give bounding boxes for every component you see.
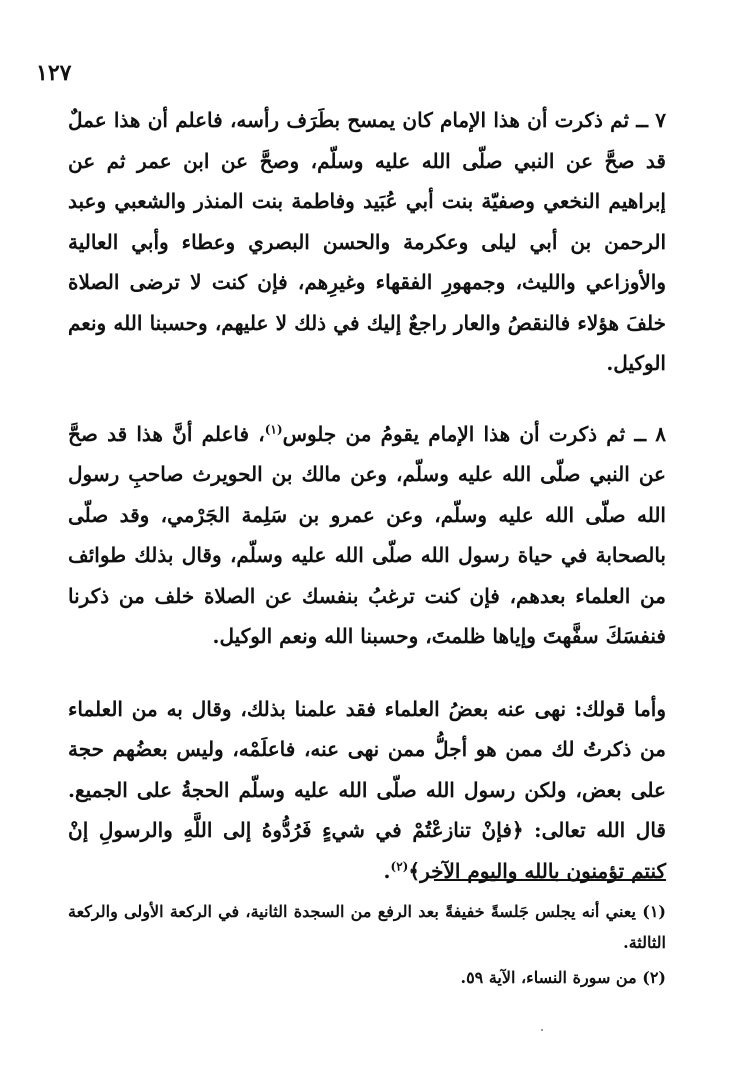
paragraph-text-start: ــ ثم ذكرت أن هذا الإمام يقومُ من جلوس	[282, 421, 647, 446]
footnotes	[68, 896, 666, 993]
paragraph-number: ٨	[655, 421, 667, 446]
page-number: ١٢٧	[36, 60, 72, 86]
paragraph-number: ٧	[655, 108, 666, 132]
paragraph-7	[68, 100, 666, 384]
footnote-1	[68, 896, 666, 958]
footnote-divider	[434, 879, 666, 881]
footnote-text: يعني أنه يجلس جَلسةً خفيفةً بعد الرفع من السجدة الثانية، في الركعة الأولى والركعة الثالثة.	[68, 902, 666, 952]
footnote-2	[68, 962, 666, 993]
main-text	[68, 100, 666, 891]
paragraph-text-end: ، فاعلم أنَّ هذا قد صحَّ عن النبي صلّى الله عليه وسلّم، وعن مالك بن الحويرث صاحبِ رسول الله صلّى الله عليه وسلّم، وعن عمرو بن سَلِمة الجَرْمي، وقد صلّى بالصحابة في حياة رسول الله صلّى الله عليه وسلّم، وقال بذلك طوائف من العلماء بعدهم، فإن كنت ترغبُ بنفسك عن الصلاة خلف من ذكرنا فنفسَكَ سفَّهتَ وإياها ظلمتَ، وحسبنا الله ونعم الوكيل.	[68, 421, 666, 648]
scan-speck	[541, 1029, 543, 1031]
paragraph-text: ــ ثم ذكرت أن هذا الإمام كان يمسح بطَرَف رأسه، فاعلم أن هذا عملٌ قد صحَّ عن النبي صلّى الله عليه وسلّم، وصحَّ عن ابن عمر ثم عن إبراهيم النخعي وصفيّة بنت أبي عُبَيد وفاطمة بنت المنذر والشعبي وعبد الرحمن بن أبي ليلى وعكرمة والحسن البصري وعطاء وأبي العالية والأوزاعي والليث، وجمهورِ الفقهاء وغيرِهم، فإن كنت لا ترضى الصلاة خلفَ هؤلاء فالنقصُ والعار راجعٌ إليك في ذلك لا عليهم، وحسبنا الله ونعم الوكيل.	[68, 108, 666, 375]
footnote-marker: (١)	[642, 902, 666, 921]
footnote-reference-2: (٢)	[390, 858, 409, 873]
paragraph-reply	[68, 689, 666, 892]
paragraph-text-start: وأما قولك: نهى عنه بعضُ العلماء فقد علمنا بذلك، وقال به من العلماء من ذكرتُ لك ممن هو أجلُّ ممن نهى عنه، فاعلَمْه، وليس بعضُهم حجة على بعض، ولكن رسول الله صلّى الله عليه وسلّم الحجةُ على الجميع. قال الله تعالى: ﴿فإنْ تنازعْتُمْ في شيءٍ فَرُدُّوهُ إلى اللَّهِ والرسولِ إنْ كنتم تؤمنون بالله واليوم الآخر﴾	[68, 696, 666, 883]
footnote-text: من سورة النساء، الآية ٥٩.	[460, 968, 637, 987]
paragraph-text-end: .	[383, 858, 391, 883]
footnote-reference-1: (١)	[264, 421, 283, 436]
footnote-marker: (٢)	[642, 968, 666, 987]
paragraph-8	[68, 414, 666, 657]
